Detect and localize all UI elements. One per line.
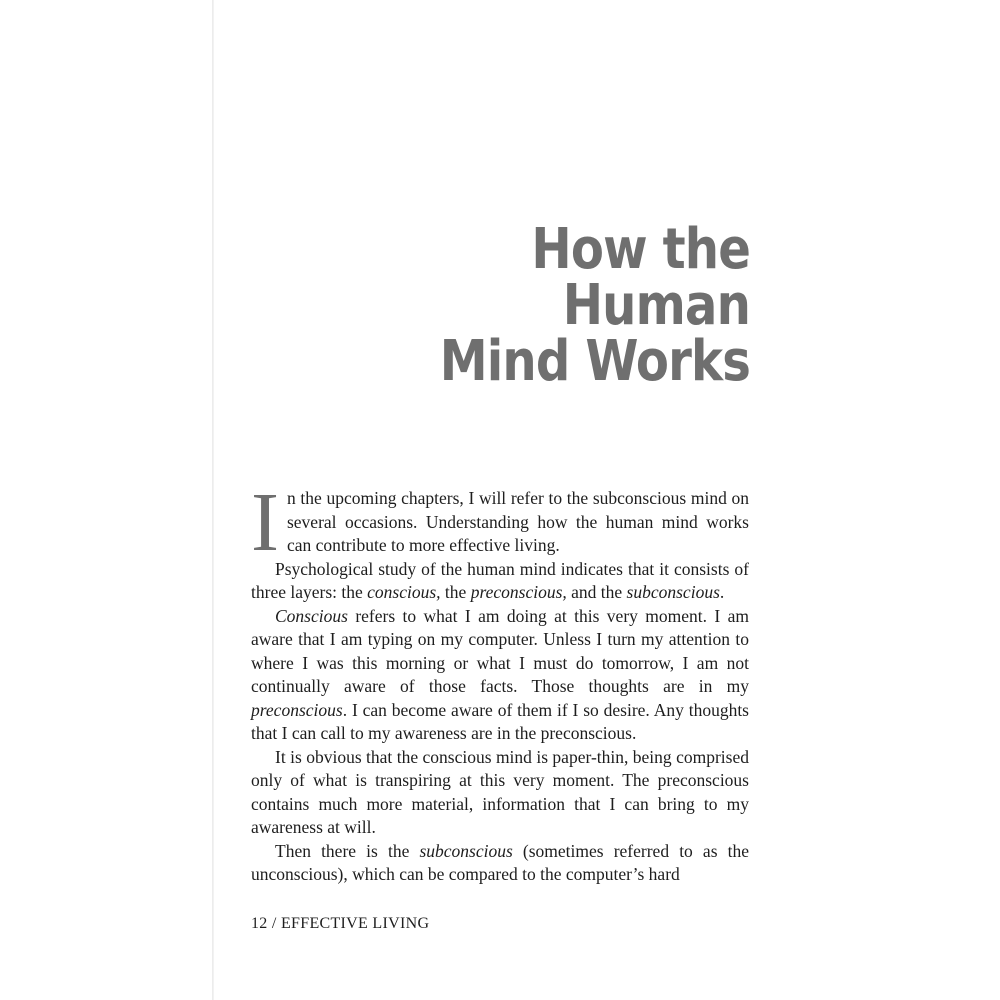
paragraph-5 [251, 840, 749, 887]
term-conscious: conscious, [367, 582, 441, 602]
term-conscious-lead: Conscious [275, 605, 348, 626]
chapter-title-line-1: How the Human [531, 217, 750, 338]
page-number: 12 [251, 915, 268, 932]
paragraph-2 [251, 558, 749, 605]
paragraph-3 [251, 605, 749, 746]
running-title: EFFECTIVE LIVING [280, 915, 430, 932]
body-text [251, 476, 749, 887]
paragraph-2-text-d: . [719, 582, 725, 602]
paragraph-2-text-b: the [440, 582, 471, 602]
drop-cap: I [251, 476, 279, 569]
chapter-title [337, 217, 750, 394]
chapter-title-line-2: Mind Works [439, 329, 750, 394]
term-preconscious: preconscious, [470, 582, 567, 602]
paragraph-2-text-c: and the [566, 582, 627, 602]
paragraph-3-text-a: refers to what I am doing at this very moment. I am aware that I am typing on my computer. Unless I turn my attention to where I was this morning or what I must do tomorrow, I am not continually aware of those facts. Those thoughts are in my [251, 605, 749, 696]
paragraph-1-text: n the upcoming chapters, I will refer to the subconscious mind on several occasions. Understanding how the human mind works can contribute to more effective living. [286, 488, 749, 555]
paragraph-3-text-b: . I can become aware of them if I so desire. Any thoughts that I can call to my awareness are in the preconscious. [251, 699, 749, 743]
term-subconscious: subconscious [626, 582, 720, 602]
paragraph-5-text-a: Then there is the [275, 840, 420, 861]
footer-separator: / [267, 915, 281, 932]
term-subconscious-2: subconscious [419, 840, 513, 861]
paragraph-1 [251, 476, 749, 569]
page-footer [251, 915, 429, 933]
paragraph-4: It is obvious that the conscious mind is paper-thin, being comprised only of what is transpiring at this very moment. The preconscious contains much more material, information that I can bring to my awareness at will. [251, 746, 749, 837]
term-preconscious-2: preconscious [251, 699, 343, 720]
paragraph-2-text-a: Psychological study of the human mind indicates that it consists of three layers: the [251, 558, 749, 602]
paragraph-5-text-b: (sometimes referred to as the unconscious), which can be compared to the computer’s hard [251, 840, 749, 884]
